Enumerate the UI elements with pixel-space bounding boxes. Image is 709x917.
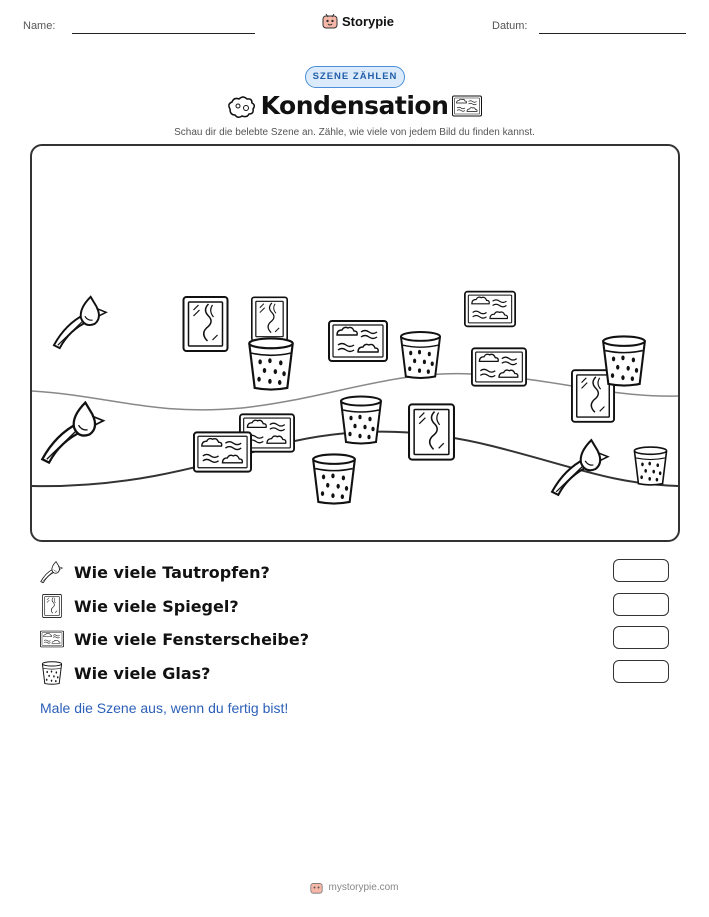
mirror-icon (40, 594, 64, 618)
question-glasses (40, 660, 210, 686)
window-pane-title-icon (452, 95, 482, 117)
glass-icon (40, 661, 64, 685)
glass-2 (401, 332, 440, 378)
question-mirrors (40, 593, 239, 619)
mirror-1 (184, 297, 228, 351)
date-field[interactable] (539, 33, 686, 34)
question-dewdrops (40, 559, 270, 585)
answer-mirrors-input[interactable] (613, 593, 669, 616)
name-field[interactable] (72, 33, 255, 34)
glass-4 (341, 397, 381, 444)
question-window-panes (40, 626, 309, 652)
question-text: Wie viele Fensterscheibe? (74, 629, 309, 649)
question-text: Wie viele Glas? (74, 663, 211, 683)
window-pane-3 (472, 348, 526, 385)
answer-dewdrops-input[interactable] (613, 559, 669, 582)
glass-5 (313, 454, 355, 503)
activity-badge: SZENE ZÄHLEN (305, 66, 405, 88)
storypie-logo-icon (310, 881, 323, 894)
mirror-3 (409, 404, 454, 459)
storypie-logo-icon (322, 13, 338, 29)
dewdrop-2 (42, 403, 103, 463)
window-pane-icon (40, 627, 64, 651)
answer-glasses-input[interactable] (613, 660, 669, 683)
question-text: Wie viele Tautropfen? (74, 562, 270, 582)
counting-scene (30, 144, 680, 542)
brand-logo (322, 13, 394, 29)
page-title: Kondensation (260, 91, 449, 120)
instructions: Schau dir die belebte Szene an. Zähle, wie viele von jedem Bild du finden kannst. (174, 127, 535, 138)
website-url: mystorypie.com (328, 882, 399, 893)
brand-name: Storypie (342, 13, 395, 29)
dewdrop-3 (552, 440, 608, 495)
window-pane-2 (465, 292, 515, 327)
window-pane-1 (329, 321, 387, 361)
scene-illustration (32, 146, 678, 540)
dewdrop-leaf-icon (40, 560, 64, 584)
name-label: Name: (23, 20, 56, 32)
window-pane-5 (194, 432, 251, 471)
glass-3 (603, 336, 645, 385)
website-footer (0, 881, 709, 894)
date-label: Datum: (492, 20, 528, 32)
mirror-2 (252, 297, 287, 340)
question-text: Wie viele Spiegel? (74, 596, 239, 616)
coloring-instruction: Male die Szene aus, wenn du fertig bist! (40, 700, 289, 716)
glass-6 (634, 447, 666, 485)
glass-1 (249, 338, 292, 389)
answer-window-panes-input[interactable] (613, 626, 669, 649)
dewdrop-1 (54, 297, 106, 348)
